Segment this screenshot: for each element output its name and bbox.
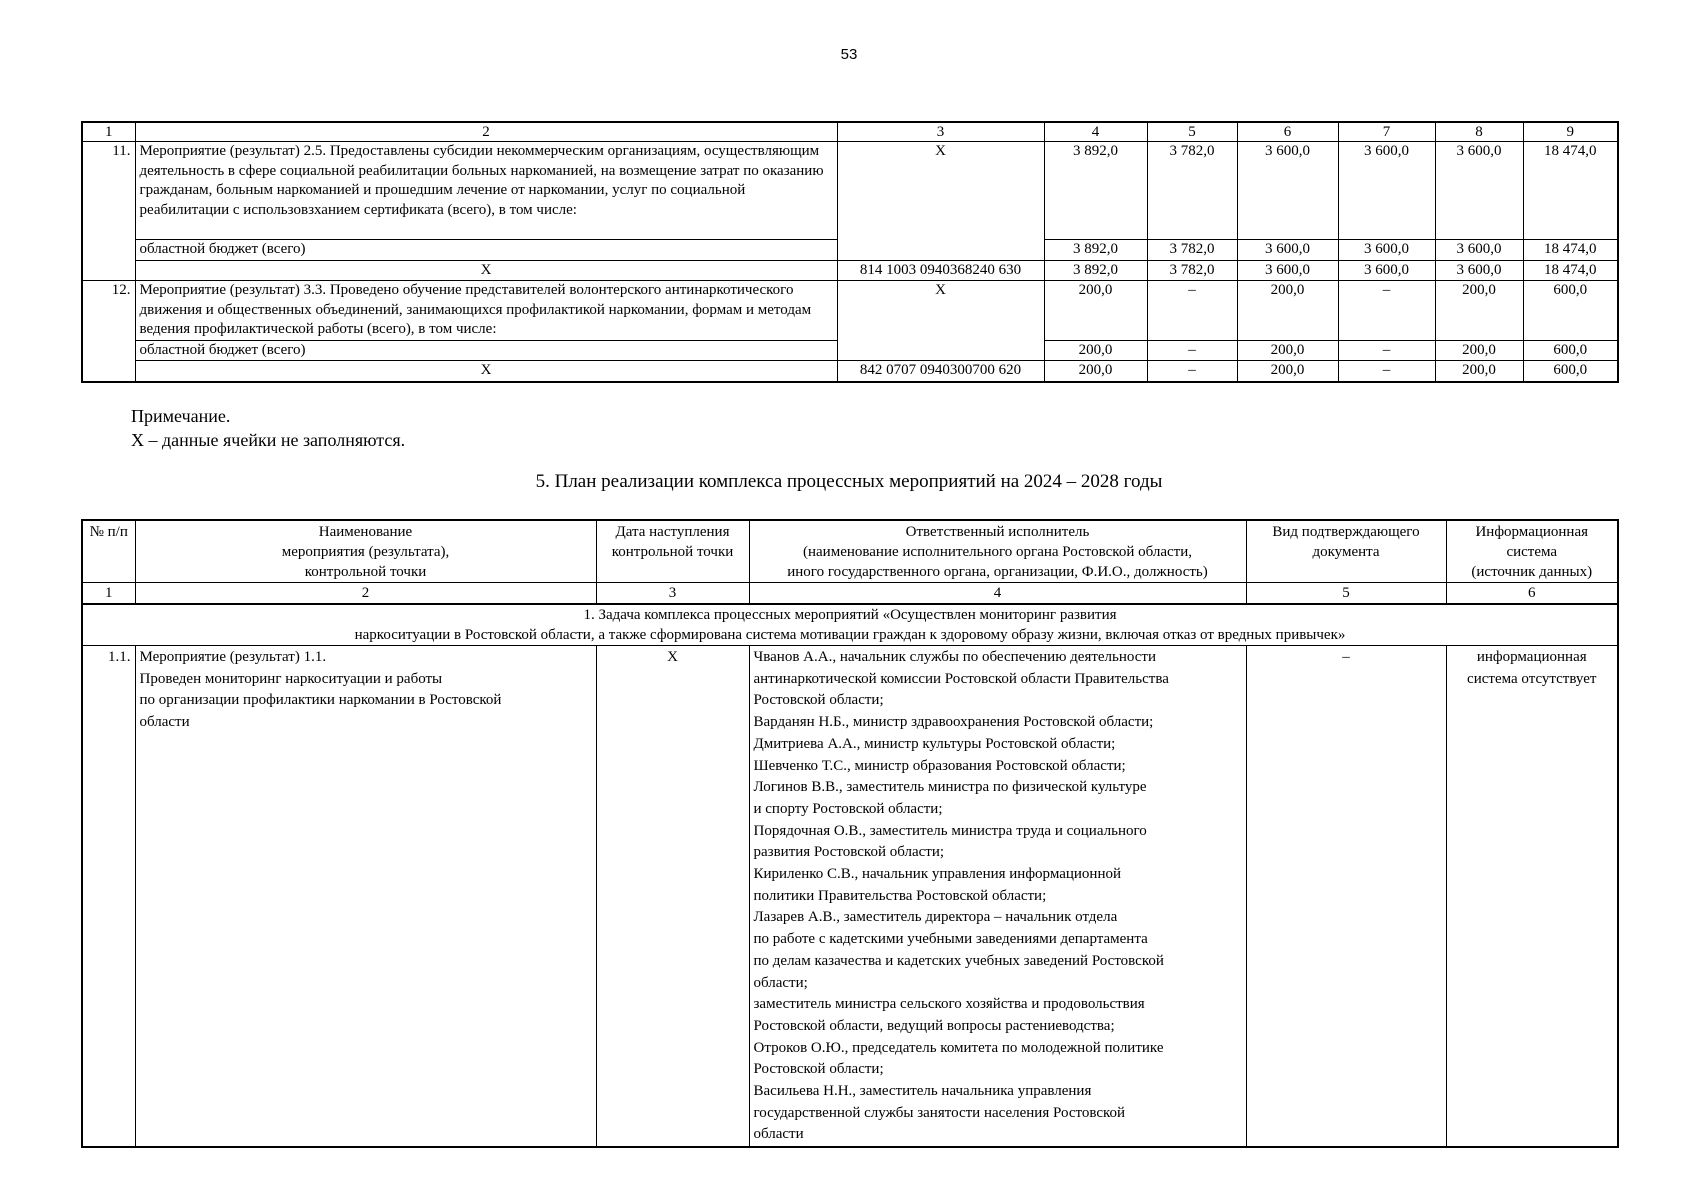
header-cell: 8 [1435, 122, 1523, 142]
value-cell: 3 892,0 [1044, 260, 1147, 281]
header-cell: Информационная система (источник данных) [1446, 520, 1618, 583]
table-header-row [82, 520, 1618, 583]
column-number: 4 [749, 583, 1246, 605]
x-label: Х [135, 260, 837, 281]
header-cell: № п/п [82, 520, 135, 583]
column-number: 2 [135, 583, 596, 605]
column-number: 6 [1446, 583, 1618, 605]
note-text: Х – данные ячейки не заполняются. [131, 430, 406, 450]
value-cell: – [1147, 281, 1237, 341]
header-cell: 5 [1147, 122, 1237, 142]
value-cell: – [1338, 281, 1435, 341]
value-cell: 3 600,0 [1338, 240, 1435, 261]
document-cell: – [1246, 646, 1446, 1148]
value-cell: 3 892,0 [1044, 240, 1147, 261]
value-cell: 3 782,0 [1147, 240, 1237, 261]
note-title: Примечание. [131, 406, 231, 426]
value-cell: 18 474,0 [1523, 260, 1618, 281]
value-cell: 200,0 [1435, 340, 1523, 361]
activity-title: Мероприятие (результат) 3.3. Проведено обучение представителей волонтерского антинаркотического движения и общественных объединений, занимающихся профилактикой наркомании, формам и методам ведения профилактической работы (всего), в том числе: [135, 281, 837, 341]
value-cell: 3 892,0 [1044, 142, 1147, 240]
activity-title: Мероприятие (результат) 2.5. Предоставлены субсидии некоммерческим организациям, осуществляющим деятельность в сфере социальной реабилитации больных наркоманией, на возмещение затрат по оказанию гражданам, больным наркоманией и прошедшим лечение от наркомании, услуг по социальной реабилитации с использовзханием сертификата (всего), в том числе: [135, 142, 837, 240]
header-cell: Наименование мероприятия (результата), контрольной точки [135, 520, 596, 583]
value-cell: 3 600,0 [1435, 260, 1523, 281]
value-cell: 200,0 [1237, 361, 1338, 382]
value-cell: 200,0 [1237, 281, 1338, 341]
value-cell: 200,0 [1237, 340, 1338, 361]
table-row [82, 142, 1618, 240]
table-row [82, 361, 1618, 382]
header-cell: 1 [82, 122, 135, 142]
column-number: 3 [596, 583, 749, 605]
header-cell: 4 [1044, 122, 1147, 142]
value-cell: 200,0 [1435, 281, 1523, 341]
header-cell: 2 [135, 122, 837, 142]
x-label: Х [135, 361, 837, 382]
column-number: 1 [82, 583, 135, 605]
row-number: 1.1. [82, 646, 135, 1148]
value-cell: 3 600,0 [1435, 142, 1523, 240]
value-cell: 600,0 [1523, 340, 1618, 361]
value-cell: 3 600,0 [1237, 142, 1338, 240]
kbk-code: 814 1003 0940368240 630 [837, 260, 1044, 281]
value-cell: 3 600,0 [1237, 260, 1338, 281]
section-title: 5. План реализации комплекса процессных мероприятий на 2024 – 2028 годы [535, 471, 1163, 492]
row-number: 12. [82, 281, 135, 382]
value-cell: – [1147, 340, 1237, 361]
table-row [82, 281, 1618, 341]
code-cell: Х [837, 281, 1044, 361]
value-cell: 18 474,0 [1523, 142, 1618, 240]
header-cell: Дата наступления контрольной точки [596, 520, 749, 583]
value-cell: – [1338, 340, 1435, 361]
value-cell: 600,0 [1523, 281, 1618, 341]
value-cell: 3 782,0 [1147, 142, 1237, 240]
table-header-row [82, 122, 1618, 142]
process-plan-table [81, 519, 1619, 1148]
header-cell: 6 [1237, 122, 1338, 142]
value-cell: 18 474,0 [1523, 240, 1618, 261]
column-number: 5 [1246, 583, 1446, 605]
header-cell: 7 [1338, 122, 1435, 142]
value-cell: 200,0 [1435, 361, 1523, 382]
value-cell: – [1147, 361, 1237, 382]
value-cell: – [1338, 361, 1435, 382]
value-cell: 600,0 [1523, 361, 1618, 382]
value-cell: 3 600,0 [1435, 240, 1523, 261]
value-cell: 3 600,0 [1237, 240, 1338, 261]
value-cell: 200,0 [1044, 361, 1147, 382]
value-cell: 3 782,0 [1147, 260, 1237, 281]
page-number: 53 [840, 46, 858, 63]
value-cell: 200,0 [1044, 340, 1147, 361]
header-cell: 3 [837, 122, 1044, 142]
code-cell: Х [837, 142, 1044, 261]
note [131, 404, 405, 452]
header-cell: Вид подтверждающего документа [1246, 520, 1446, 583]
activity-title: Мероприятие (результат) 1.1. Проведен мониторинг наркоситуации и работы по организации профилактики наркомании в Ростовской области [135, 646, 596, 1148]
funding-table [81, 121, 1619, 383]
column-number-row [82, 583, 1618, 605]
table-row [82, 646, 1618, 1148]
system-cell: информационная система отсутствует [1446, 646, 1618, 1148]
table-row [82, 260, 1618, 281]
task-row [82, 604, 1618, 646]
executor-cell: Чванов А.А., начальник службы по обеспечению деятельности антинаркотической комиссии Ростовской области Правительства Ростовской области; Варданян Н.Б., министр здравоохранения Ростовской области; Дмитриева А.А., министр культуры Ростовской области; Шевченко Т.С., министр образования Ростовской области; Логинов В.В., заместитель министра по физической культуре и спорту Ростовской области; Порядочная О.В., заместитель министра труда и социального развития Ростовской области; Кириленко С.В., начальник управления информационной политики Правительства Ростовской области; Лазарев А.В., заместитель директора – начальник отдела по работе с кадетскими учебными заведениями департамента по делам казачества и кадетских учебных заведений Ростовской области; заместитель министра сельского хозяйства и продовольствия Ростовской области, ведущий вопросы растениеводства; Отроков О.Ю., председатель комитета по молодежной политике Ростовской области; Васильева Н.Н., заместитель начальника управления государственной службы занятости населения Ростовской области [749, 646, 1246, 1148]
budget-label: областной бюджет (всего) [135, 240, 837, 261]
header-cell: 9 [1523, 122, 1618, 142]
task-title: 1. Задача комплекса процессных мероприятий «Осуществлен мониторинг развития наркоситуации в Ростовской области, а также сформирована система мотивации граждан к здоровому образу жизни, включая отказ от вредных привычек» [82, 604, 1618, 646]
budget-label: областной бюджет (всего) [135, 340, 837, 361]
kbk-code: 842 0707 0940300700 620 [837, 361, 1044, 382]
date-cell: Х [596, 646, 749, 1148]
value-cell: 3 600,0 [1338, 142, 1435, 240]
value-cell: 3 600,0 [1338, 260, 1435, 281]
value-cell: 200,0 [1044, 281, 1147, 341]
header-cell: Ответственный исполнитель (наименование исполнительного органа Ростовской области, иного государственного органа, организации, Ф.И.О., должность) [749, 520, 1246, 583]
row-number: 11. [82, 142, 135, 281]
